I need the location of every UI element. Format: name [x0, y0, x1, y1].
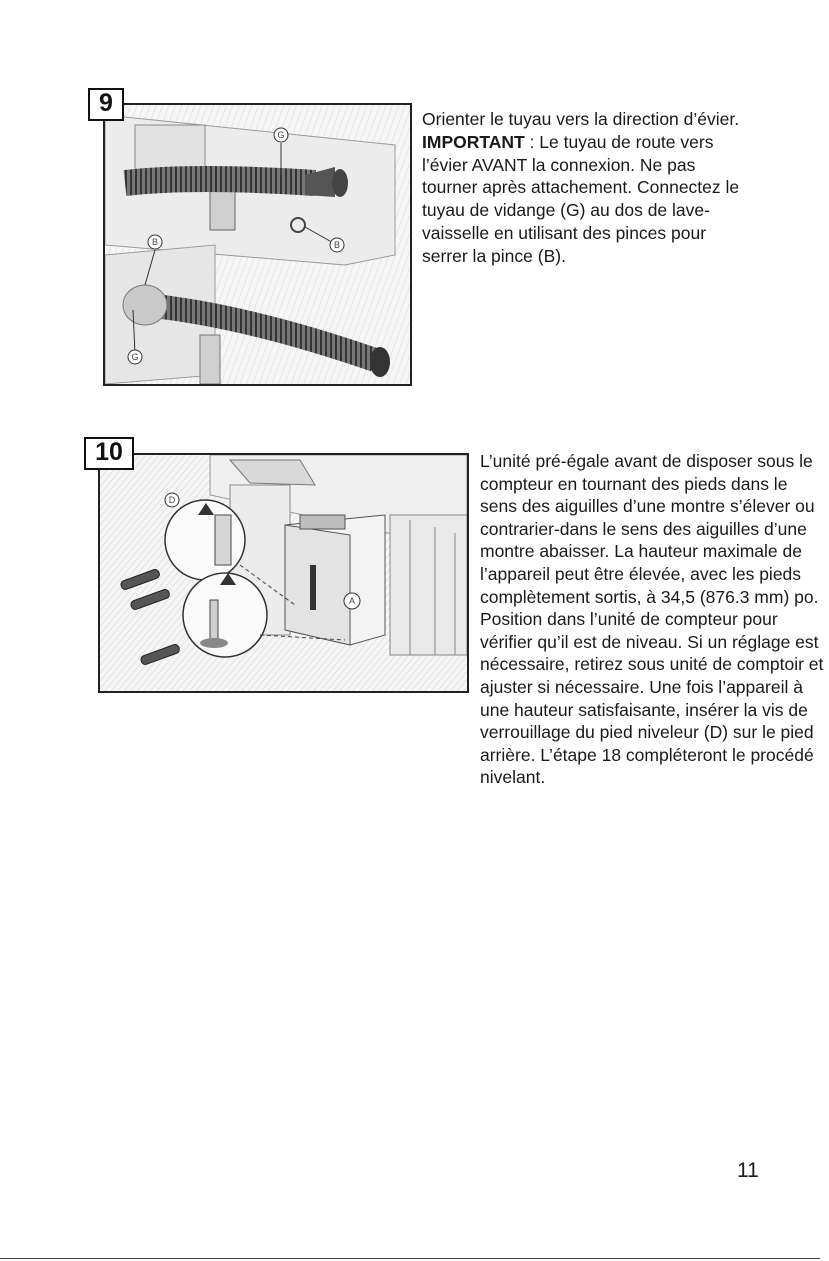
leveling-feet-drawing	[100, 455, 467, 691]
important-label: IMPORTANT	[422, 131, 525, 152]
svg-text:G: G	[277, 130, 285, 140]
callout-g-lower	[128, 350, 142, 364]
callout-a	[344, 593, 360, 609]
callout-g-upper	[274, 128, 288, 142]
step-9-text-intro: Orienter le tuyau vers la direction d’évier.	[422, 109, 740, 129]
step-9-text-body: : Le tuyau de route vers l’évier AVANT la connexion. Ne pas tourner après attachement. Connectez le tuyau de vidange (G) au dos de lave-vaisselle en utilisant des pinces pour serrer la pince (B).	[422, 131, 740, 266]
svg-text:A: A	[348, 596, 356, 606]
svg-text:G: G	[131, 352, 139, 362]
step-9-badge: 9	[88, 88, 124, 121]
svg-text:B: B	[333, 240, 341, 250]
drain-hose-illustration	[103, 103, 412, 386]
step-10-badge: 10	[84, 437, 134, 470]
callout-b-left	[148, 235, 162, 249]
svg-text:B: B	[151, 237, 159, 247]
step-9-instructions	[422, 108, 742, 268]
footer-rule	[0, 1258, 820, 1259]
step-10-instructions: L’unité pré-égale avant de disposer sous le compteur en tournant des pieds dans le sens des aiguilles d’une montre s’élever ou contrarier-dans le sens des aiguilles d’une montre abaisser. La hauteur maximale de l’appareil peut être élevée, avec les pieds complètement sortis, à 34,5 (876.3 mm) po. Position dans l’unité de compteur pour vérifier qu’il est de niveau. Si un réglage est nécessaire, retirez sous unité de comptoir et ajuster si nécessaire. Une fois l’appareil à une hauteur satisfaisante, insérer la vis de verrouillage du pied niveleur (D) sur le pied arrière. L’étape 18 compléteront le procédé nivelant.	[480, 451, 824, 788]
leveling-feet-illustration	[98, 453, 469, 693]
callout-d	[165, 493, 179, 507]
callout-b-right	[330, 238, 344, 252]
page-number: 11	[737, 1159, 759, 1182]
drain-hose-drawing	[105, 105, 410, 384]
svg-text:D: D	[168, 495, 176, 505]
